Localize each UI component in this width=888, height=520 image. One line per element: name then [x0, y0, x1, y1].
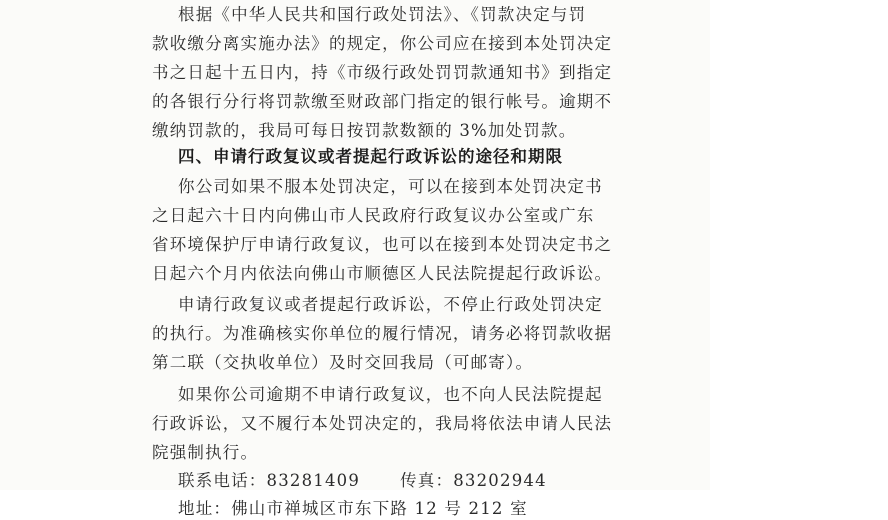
phone-number: 83281409: [266, 471, 361, 490]
paragraph-line: 缴纳罚款的，我局可每日按罚款数额的 3%加处罚款。: [152, 121, 577, 140]
contact-address-line: [0, 498, 888, 520]
paragraph-line: 省环境保护厅申请行政复议，也可以在接到本处罚决定书之: [152, 235, 613, 254]
paragraph-line: 你公司如果不服本处罚决定，可以在接到本处罚决定书: [178, 177, 603, 196]
paragraph-line: 根据《中华人民共和国行政处罚法》、《罚款决定与罚: [178, 5, 587, 24]
contact-phone-line: [0, 470, 888, 492]
paragraph-line: 院强制执行。: [152, 443, 259, 462]
paragraph-line: 行政诉讼，又不履行本处罚决定的，我局将依法申请人民法: [152, 414, 613, 433]
paragraph-line: 申请行政复议或者提起行政诉讼，不停止行政处罚决定: [178, 295, 603, 314]
paragraph-line: 的执行。为准确核实你单位的履行情况，请务必将罚款收据: [152, 324, 613, 343]
paragraph-line: 第二联（交执收单位）及时交回我局（可邮寄）。: [152, 353, 534, 372]
address-label: 地址：: [178, 499, 232, 518]
paragraph-line: 款收缴分离实施办法》的规定，你公司应在接到本处罚决定: [152, 34, 613, 53]
paragraph-line: 书之日起十五日内，持《市级行政处罚罚款通知书》到指定: [152, 63, 613, 82]
paragraph-line: 如果你公司逾期不申请行政复议，也不向人民法院提起: [178, 385, 603, 404]
fax-label: 传真：: [400, 471, 454, 490]
phone-label: 联系电话：: [178, 471, 267, 490]
fax-number: 83202944: [453, 471, 547, 490]
address-value: 佛山市禅城区市东下路 12 号 212 室: [231, 499, 528, 518]
paragraph-line: 之日起六十日内向佛山市人民政府行政复议办公室或广东: [152, 206, 595, 225]
paragraph-line: 日起六个月内依法向佛山市顺德区人民法院提起行政诉讼。: [152, 264, 613, 283]
section-heading: 四、申请行政复议或者提起行政诉讼的途径和期限: [178, 147, 563, 166]
paragraph-line: 的各银行分行将罚款缴至财政部门指定的银行帐号。逾期不: [152, 92, 613, 111]
